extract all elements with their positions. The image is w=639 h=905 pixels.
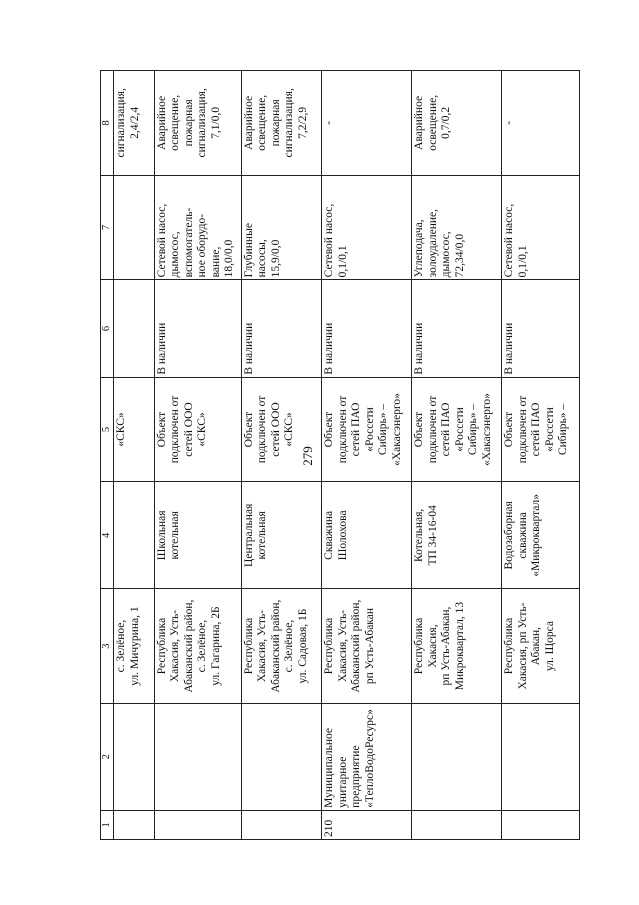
header-cell-5: 5 bbox=[101, 377, 114, 482]
table-row bbox=[154, 71, 241, 840]
table-row bbox=[241, 71, 322, 840]
address-cell: Республика Хакасия, рп Усть-Абакан, Микроквартал, 13 bbox=[412, 589, 502, 703]
availability-cell: В наличии bbox=[322, 280, 412, 377]
organization-name-cell bbox=[502, 703, 580, 810]
organization-name-cell bbox=[241, 703, 322, 810]
equipment-load-cell: Углеподача, золоудаление, дымосос, 72,34/0,0 bbox=[412, 175, 502, 280]
address-cell: Республика Хакасия, Усть- Абаканский район, рп Усть-Абакан bbox=[322, 589, 412, 703]
connection-source-cell: Объект подключен от сетей ООО «СКС» bbox=[154, 377, 241, 482]
row-number-cell: 210 bbox=[322, 810, 412, 839]
row-number-cell bbox=[412, 810, 502, 839]
organization-name-cell: Муниципальное унитарное предприятие «ТеплоВодоРесурс» bbox=[322, 703, 412, 810]
table-row bbox=[412, 71, 502, 840]
table-body bbox=[101, 71, 580, 840]
equipment-load-cell bbox=[114, 175, 154, 280]
availability-cell: В наличии bbox=[412, 280, 502, 377]
header-cell-6: 6 bbox=[101, 280, 114, 377]
equipment-load-cell: Сетевой насос, 0,1/0,1 bbox=[502, 175, 580, 280]
equipment-load-cell: Сетевой насос, дымосос, вспомогатель- ное оборудо- вание, 18,0/0,0 bbox=[154, 175, 241, 280]
header-cell-7: 7 bbox=[101, 175, 114, 280]
emergency-load-cell: Аварийное освещение, пожарная сигнализация, 7,2/2,9 bbox=[241, 71, 322, 176]
table-header-row bbox=[101, 71, 114, 840]
connection-source-cell: Объект подключен от сетей ПАО «Россети Сибирь» – «Хакасэнерго» bbox=[412, 377, 502, 482]
availability-cell: В наличии bbox=[154, 280, 241, 377]
availability-cell: В наличии bbox=[502, 280, 580, 377]
connection-source-cell: «СКС» bbox=[114, 377, 154, 482]
availability-cell: В наличии bbox=[241, 280, 322, 377]
emergency-load-cell: - bbox=[322, 71, 412, 176]
address-cell: Республика Хакасия, Усть- Абаканский район, с. Зелёное, ул. Гагарина, 2Б bbox=[154, 589, 241, 703]
header-cell-8: 8 bbox=[101, 71, 114, 176]
object-name-cell: Школьная котельная bbox=[154, 482, 241, 589]
row-number-cell bbox=[241, 810, 322, 839]
rotated-table-container bbox=[100, 70, 580, 840]
header-cell-1: 1 bbox=[101, 810, 114, 839]
address-cell: с. Зелёное, ул. Мичурина, 1 bbox=[114, 589, 154, 703]
organization-name-cell bbox=[114, 703, 154, 810]
object-name-cell bbox=[114, 482, 154, 589]
header-cell-3: 3 bbox=[101, 589, 114, 703]
object-name-cell: Скважина Шолохова bbox=[322, 482, 412, 589]
emergency-load-cell: Аварийное освещение, 0,7/0,2 bbox=[412, 71, 502, 176]
row-number-cell bbox=[502, 810, 580, 839]
connection-source-cell: Объект подключен от сетей ПАО «Россети Сибирь» – bbox=[502, 377, 580, 482]
emergency-load-cell: Аварийное освещение, пожарная сигнализация, 7,1/0,0 bbox=[154, 71, 241, 176]
address-cell: Республика Хакасия, Усть- Абаканский район, с. Зелёное, ул. Садовая, 1Б bbox=[241, 589, 322, 703]
emergency-load-cell: сигнализация, 2,4/2,4 bbox=[114, 71, 154, 176]
row-number-cell bbox=[154, 810, 241, 839]
connection-source-cell: Объект подключен от сетей ООО «СКС» bbox=[241, 377, 322, 482]
equipment-load-cell: Глубинные насосы, 15,9/0,0 bbox=[241, 175, 322, 280]
page-number: 279 bbox=[300, 446, 315, 466]
equipment-load-cell: Сетевой насос, 0,1/0,1 bbox=[322, 175, 412, 280]
header-cell-4: 4 bbox=[101, 482, 114, 589]
header-cell-2: 2 bbox=[101, 703, 114, 810]
organization-name-cell bbox=[412, 703, 502, 810]
data-table bbox=[100, 70, 580, 840]
table-row bbox=[322, 71, 412, 840]
availability-cell bbox=[114, 280, 154, 377]
object-name-cell: Центральная котельная bbox=[241, 482, 322, 589]
table-row bbox=[114, 71, 154, 840]
emergency-load-cell: - bbox=[502, 71, 580, 176]
row-number-cell bbox=[114, 810, 154, 839]
organization-name-cell bbox=[154, 703, 241, 810]
connection-source-cell: Объект подключен от сетей ПАО «Россети Сибирь» – «Хакасэнерго» bbox=[322, 377, 412, 482]
address-cell: Республика Хакасия, рп Усть- Абакан, ул. Щорса bbox=[502, 589, 580, 703]
object-name-cell: Котельная, ТП 34-16-04 bbox=[412, 482, 502, 589]
object-name-cell: Водозаборная скважина «Микроквартал» bbox=[502, 482, 580, 589]
table-row bbox=[502, 71, 580, 840]
